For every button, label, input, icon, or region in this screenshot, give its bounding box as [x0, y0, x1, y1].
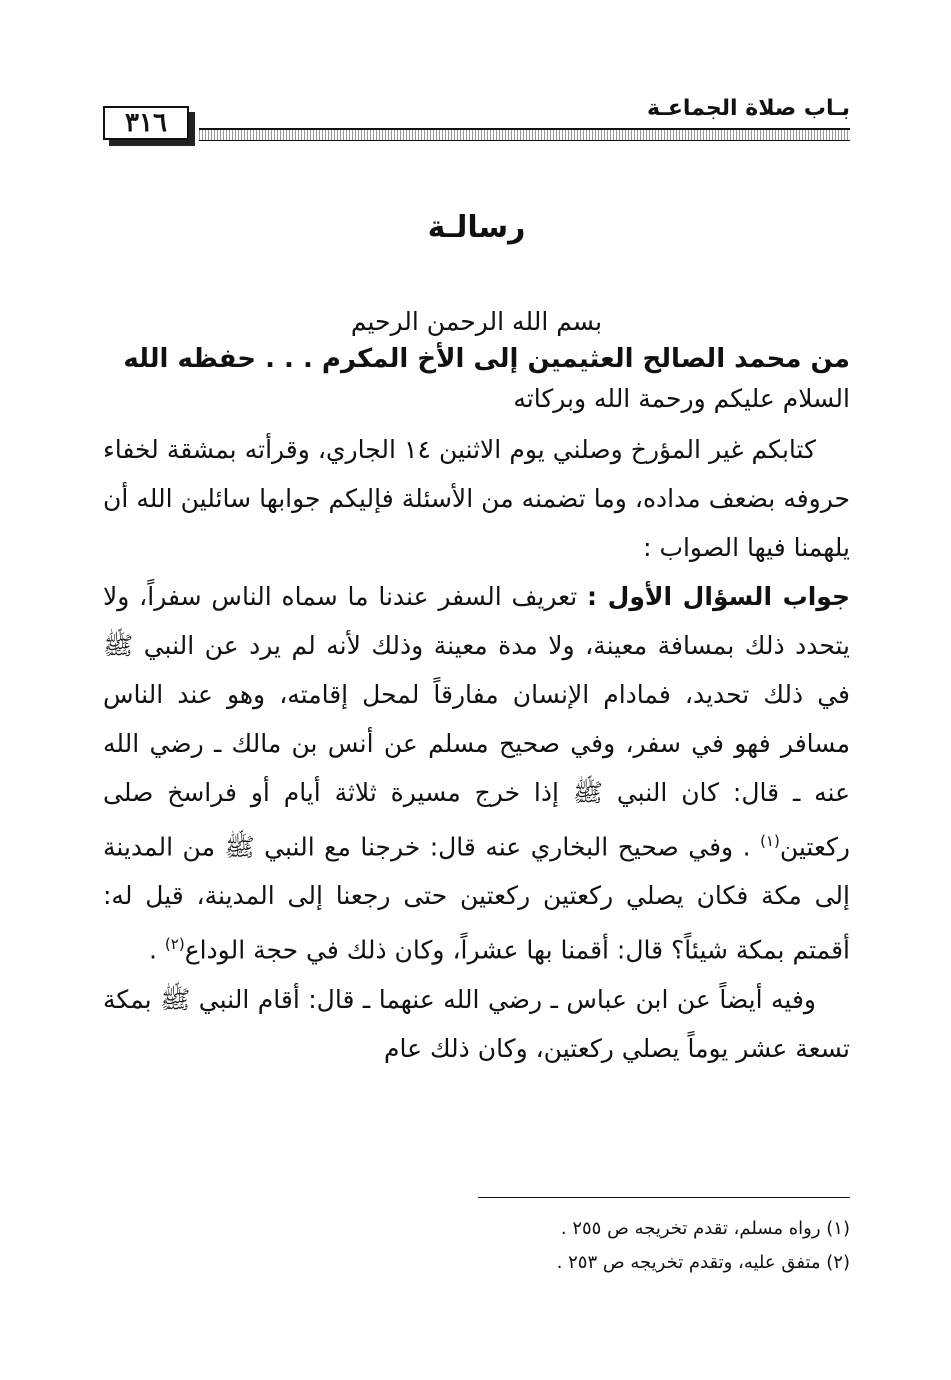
last-paragraph: وفيه أيضاً عن ابن عباس ـ رضي الله عنهما ـ قال: أقام النبي ﷺ بمكة تسعة عشر يوماً يصلي ركعتين، وكان ذلك عام: [103, 984, 850, 1063]
sender-line: من محمد الصالح العثيمين إلى الأخ المكرم . . . حفظه الله: [123, 344, 850, 374]
footnote-separator: [478, 1197, 850, 1198]
letter-title: رسالـة: [427, 210, 526, 245]
greeting-line: السلام عليكم ورحمة الله وبركاته: [513, 384, 850, 413]
footnote-2: (٢) متفق عليه، وتقدم تخريجه ص ٢٥٣ .: [556, 1252, 850, 1273]
page-number: ٣١٦: [103, 106, 189, 140]
intro-paragraph: كتابكم غير المؤرخ وصلني يوم الاثنين ١٤ الجاري، وقرأته بمشقة لخفاء حروفه بضعف مداده، وما تضمنه من الأسئلة فإليكم جوابها سائلين الله أن يلهمنا فيها الصواب :: [103, 435, 850, 562]
header-rule: [199, 128, 850, 141]
answer-text-part-3: .: [149, 935, 157, 965]
page-header: [103, 96, 850, 148]
bismillah-line: بسم الله الرحمن الرحيم: [350, 307, 603, 336]
running-section-title: بـاب صلاة الجماعـة: [647, 96, 850, 121]
page-body: [103, 210, 850, 1073]
footnotes: [103, 1212, 850, 1280]
answer-paragraph: [103, 572, 850, 975]
footnote-ref-2: (٢): [164, 935, 185, 954]
footnote-ref-1: (١): [760, 832, 780, 850]
answer-label: جواب السؤال الأول :: [587, 582, 851, 611]
answer-text-part-2: . وفي صحيح البخاري عنه قال: خرجنا مع النبي ﷺ من المدينة إلى مكة فكان يصلي ركعتين ركعتين حتى رجعنا إلى المدينة، قيل له: أقمتم بمكة شيئاً؟ قال: أقمنا بها عشراً، وكان ذلك في حجة الوداع: [103, 832, 850, 965]
footnote-1: (١) رواه مسلم، تقدم تخريجه ص ٢٥٥ .: [560, 1218, 850, 1239]
answer-text-part-1: تعريف السفر عندنا ما سماه الناس سفراً، ولا يتحدد ذلك بمسافة معينة، ولا مدة معينة وذلك لأنه لم يرد عن النبي ﷺ في ذلك تحديد، فمادام الإنسان مفارقاً لمحل إقامته، وهو عند الناس مسافر فهو في سفر، وفي صحيح مسلم عن أنس بن مالك ـ رضي الله عنه ـ قال: كان النبي ﷺ إذا خرج مسيرة ثلاثة أيام أو فراسخ صلى ركعتين: [103, 582, 850, 862]
